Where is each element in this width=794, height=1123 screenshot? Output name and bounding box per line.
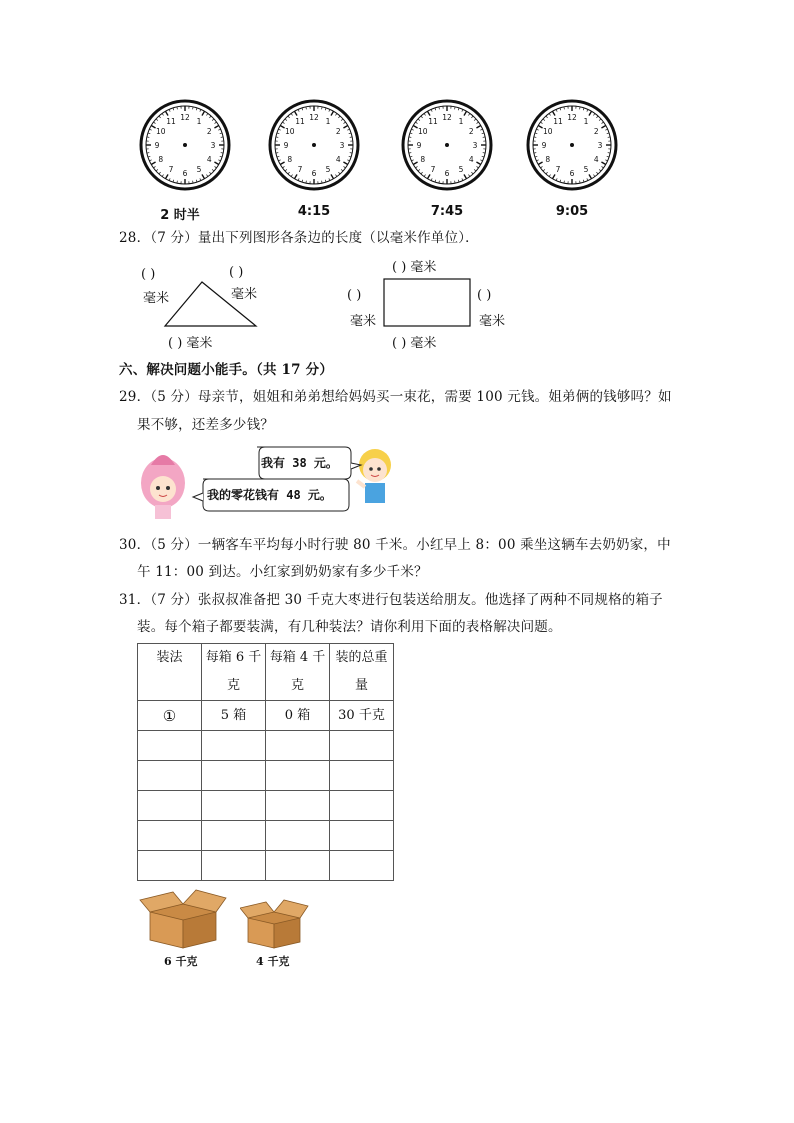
table-row[interactable] [138,731,394,761]
rect-right-unit: 毫米 [479,314,506,329]
clock-4 [526,99,618,191]
svg-text:12: 12 [180,113,190,122]
svg-text:9: 9 [541,141,547,150]
svg-text:10: 10 [155,127,166,136]
table-header-cell: 装的总重 量 [330,644,394,701]
question-28-text: 28．（7 分）量出下列图形各条边的长度（以毫米作单位）． [119,230,479,246]
question-31-line1: 31．（7 分）张叔叔准备把 30 千克大枣进行包装送给朋友。他选择了两种不同规格的箱子 [119,592,663,608]
box-6kg-icon [138,884,228,950]
svg-text:10: 10 [542,127,553,136]
tri-right-paren: ( ) [229,265,244,280]
question-29-line1: 29．（5 分）母亲节，姐姐和弟弟想给妈妈买一束花，需要 100 元钱。姐弟俩的钱够吗？如 [119,389,672,405]
table-header-cell: 每箱 6 千 克 [202,644,266,701]
svg-text:8: 8 [420,155,426,164]
tri-left-paren: ( ) [141,267,156,282]
svg-text:10: 10 [284,127,295,136]
svg-text:11: 11 [295,116,305,126]
box-4kg-label: 4 千克 [256,955,290,968]
tri-bottom-label: ( ) 毫米 [168,336,213,351]
svg-text:4: 4 [468,155,474,164]
table-row[interactable] [138,761,394,791]
svg-text:7: 7 [297,165,303,175]
svg-text:2: 2 [206,127,212,136]
section-6-heading: 六、解决问题小能手。（共 17 分） [119,362,334,378]
svg-text:3: 3 [597,141,603,150]
svg-text:12: 12 [309,113,319,122]
svg-text:2: 2 [468,127,474,136]
svg-text:9: 9 [416,141,422,150]
clock-face-icon [401,99,493,191]
packing-table [137,643,394,881]
svg-text:8: 8 [545,155,551,164]
table-row[interactable] [138,791,394,821]
svg-text:4: 4 [593,155,599,164]
question-30-line2: 午 11：00 到达。小红家到奶奶家有多少千米？ [137,564,428,580]
rect-left-unit: 毫米 [350,314,377,329]
svg-text:11: 11 [553,116,563,126]
svg-text:5: 5 [583,165,589,175]
tri-left-unit: 毫米 [143,291,170,306]
table-cell: 30 千克 [330,701,394,731]
table-cell: 0 箱 [266,701,330,731]
clock-face-icon [139,99,231,191]
boy-speech-bubble: 我有 38 元。 [261,456,338,470]
clock-face-icon [526,99,618,191]
box-6kg-label: 6 千克 [164,955,198,968]
clock-label: 7:45 [430,204,464,219]
svg-text:7: 7 [168,165,174,175]
svg-text:3: 3 [210,141,216,150]
svg-text:6: 6 [444,169,450,178]
svg-text:6: 6 [182,169,188,178]
clock-2 [268,99,360,191]
svg-text:11: 11 [166,116,176,126]
svg-text:9: 9 [154,141,160,150]
svg-text:4: 4 [335,155,341,164]
svg-text:5: 5 [325,165,331,175]
svg-text:2: 2 [593,127,599,136]
rectangle-figure [383,278,473,328]
svg-text:10: 10 [417,127,428,136]
table-row[interactable] [138,851,394,881]
svg-text:8: 8 [287,155,293,164]
svg-text:4: 4 [206,155,212,164]
svg-text:2: 2 [335,127,341,136]
rect-right-paren: ( ) [477,288,492,303]
question-30-line1: 30．（5 分）一辆客车平均每小时行驶 80 千米。小红早上 8：00 乘坐这辆车去奶奶家，中 [119,537,671,553]
svg-text:8: 8 [158,155,164,164]
table-cell: 5 箱 [202,701,266,731]
table-row[interactable] [138,821,394,851]
table-header-cell: 装法 [138,644,202,701]
girl-icon [141,455,185,519]
svg-text:3: 3 [472,141,478,150]
svg-text:12: 12 [567,113,577,122]
svg-text:5: 5 [196,165,202,175]
table-header-cell: 每箱 4 千 克 [266,644,330,701]
svg-text:1: 1 [458,116,464,126]
clock-3 [401,99,493,191]
svg-text:1: 1 [325,116,331,126]
clock-label: 2 时半 [160,208,200,223]
rect-left-paren: ( ) [347,288,362,303]
clock-face-icon [268,99,360,191]
clock-label: 4:15 [297,204,331,219]
boy-icon [357,449,391,503]
svg-text:6: 6 [311,169,317,178]
svg-text:5: 5 [458,165,464,175]
table-cell: ① [138,701,202,731]
box-4kg-icon [240,896,310,952]
clock-label: 9:05 [555,204,589,219]
table-header-row [138,644,394,701]
rect-top-label: ( ) 毫米 [392,260,437,275]
girl-speech-bubble: 我的零花钱有 48 元。 [207,488,332,502]
svg-text:1: 1 [583,116,589,126]
svg-text:3: 3 [339,141,345,150]
table-row [138,701,394,731]
clock-1 [139,99,231,191]
svg-text:1: 1 [196,116,202,126]
rect-bottom-label: ( ) 毫米 [392,336,437,351]
svg-text:9: 9 [283,141,289,150]
svg-text:7: 7 [555,165,561,175]
question-31-line2: 装。每个箱子都要装满，有几种装法？请你利用下面的表格解决问题。 [137,619,562,635]
tri-right-unit: 毫米 [231,287,258,302]
svg-text:7: 7 [430,165,436,175]
svg-text:6: 6 [569,169,575,178]
svg-text:11: 11 [428,116,438,126]
question-29-line2: 果不够，还差多少钱？ [137,417,274,433]
svg-text:12: 12 [442,113,452,122]
